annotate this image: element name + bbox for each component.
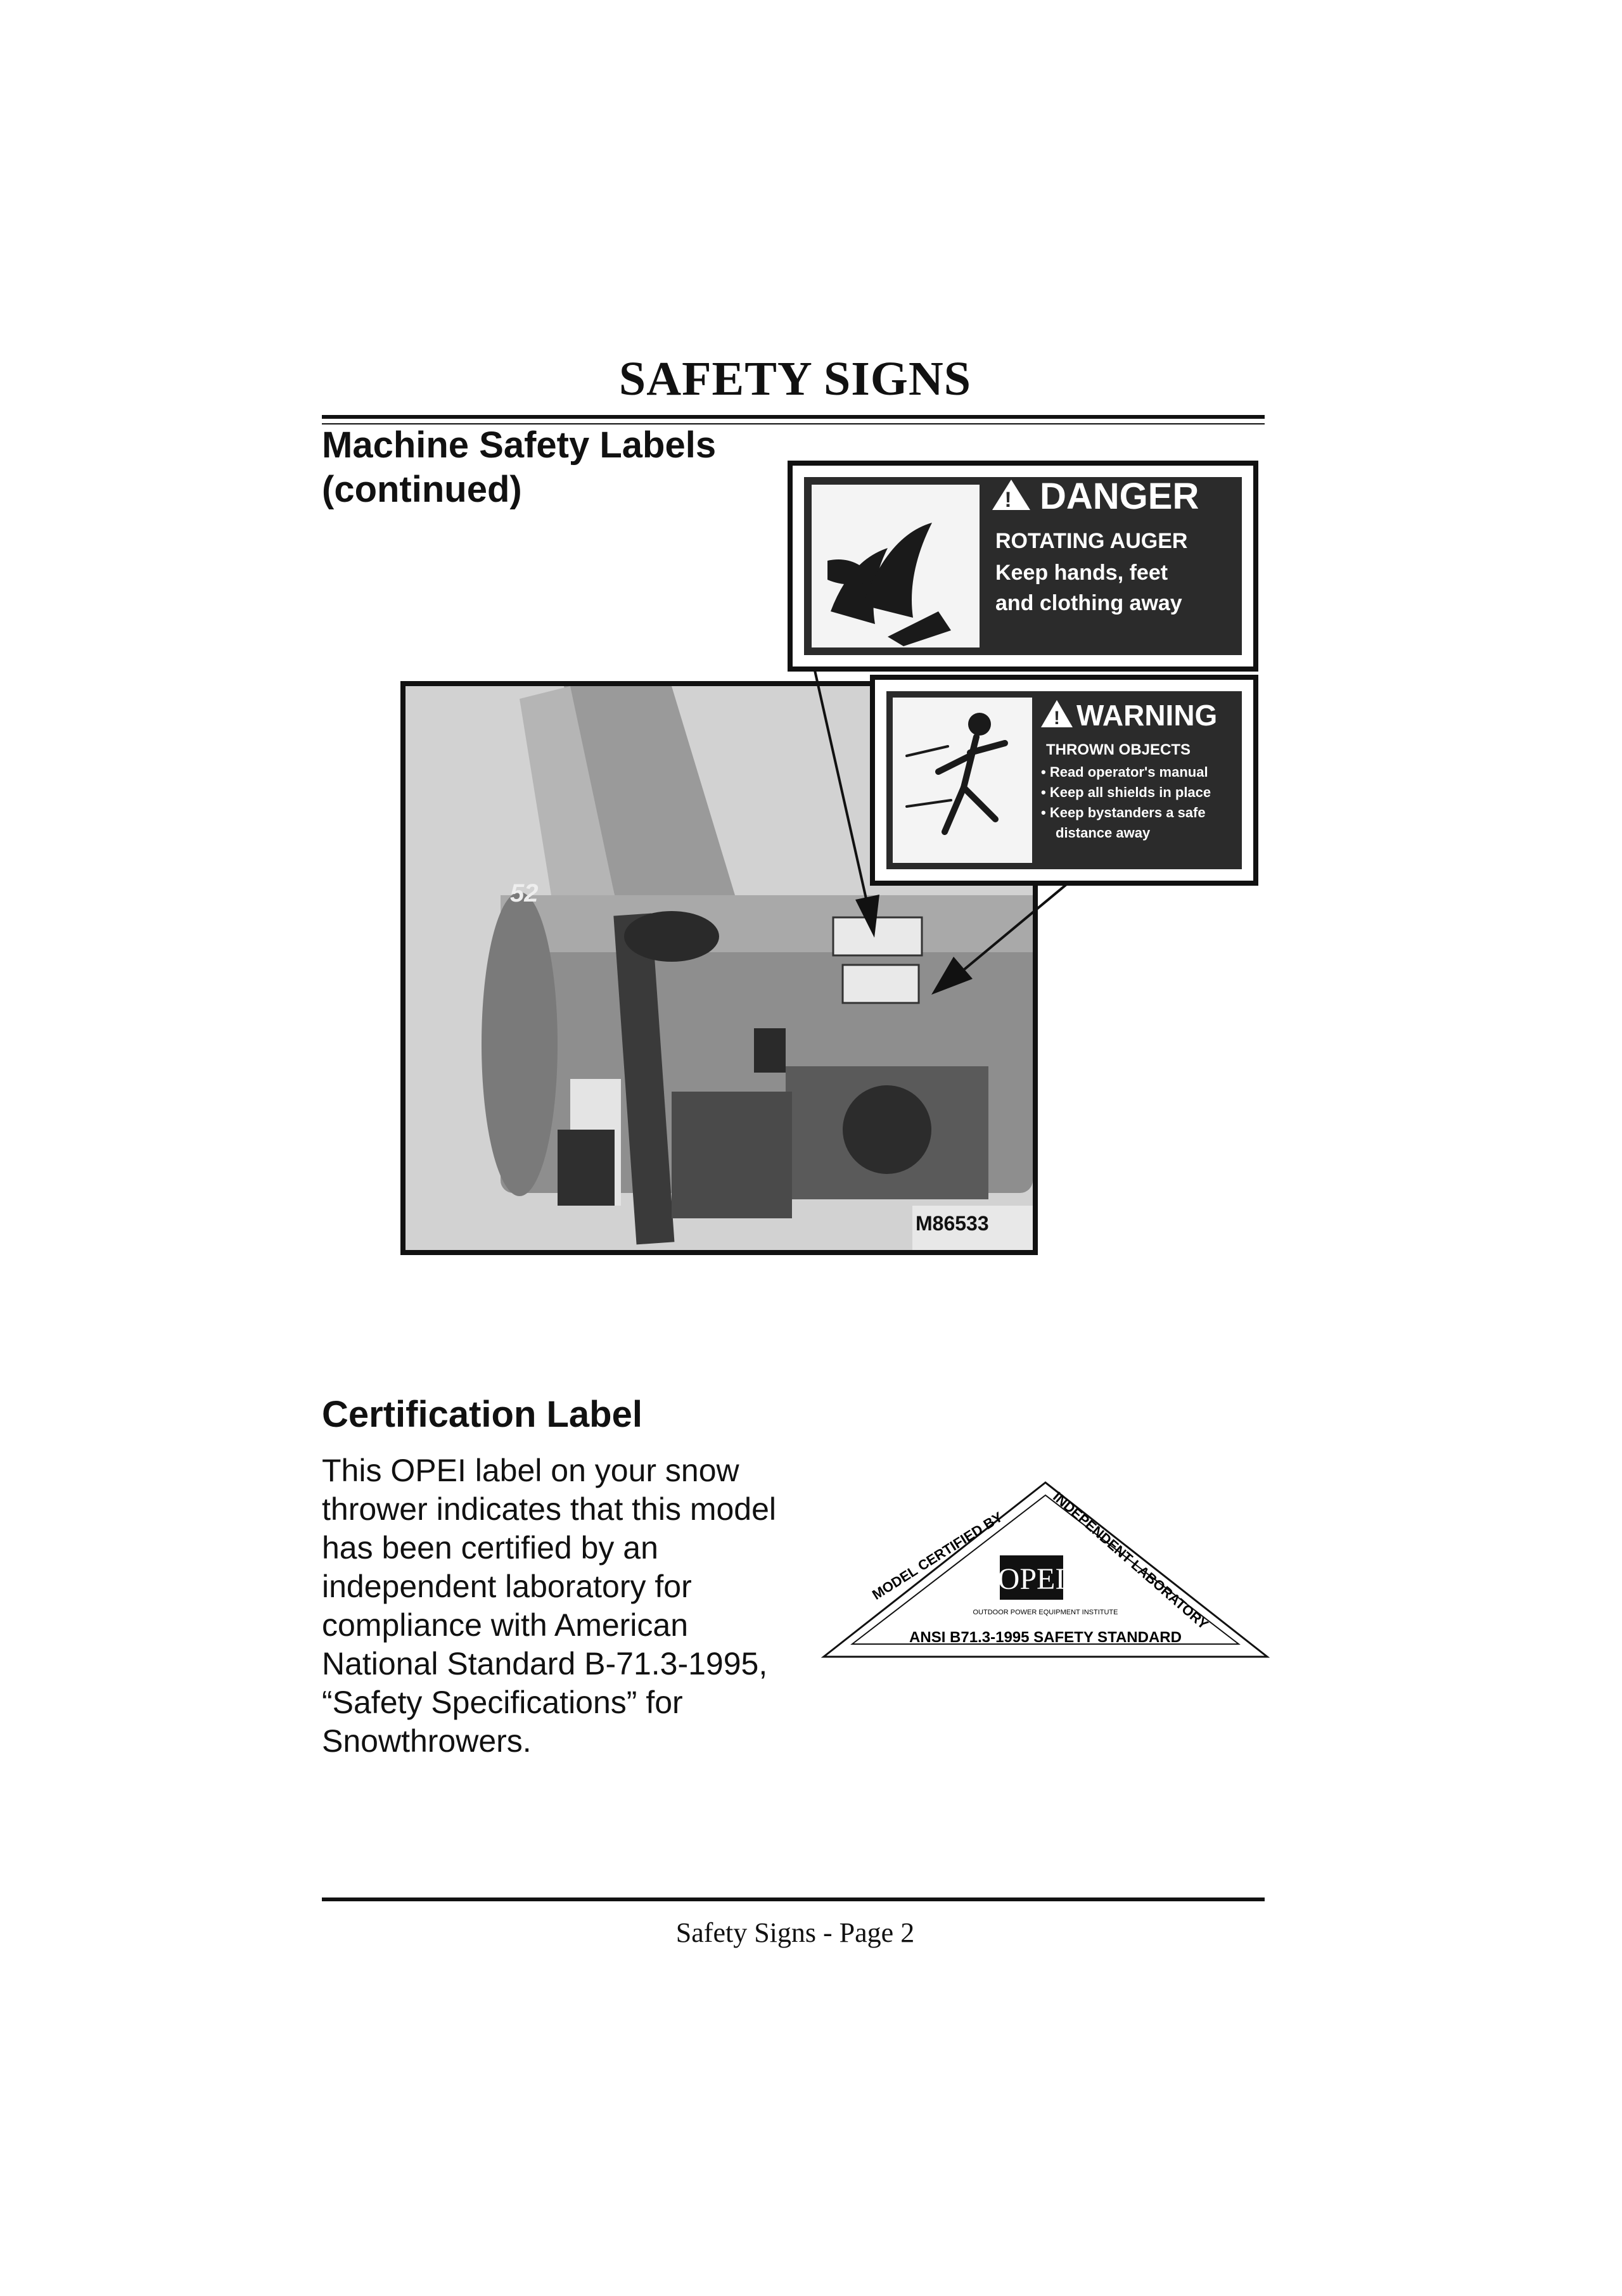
warning-label [870,675,1258,886]
warning-arrow-line [964,876,1077,969]
warning-bullet1: • Read operator's manual [1041,764,1208,780]
photo-code: M86533 [916,1212,989,1235]
warning-bullet3: • Keep bystanders a safe [1041,805,1206,820]
certification-body [322,1451,803,1761]
danger-arrow-head [855,895,879,938]
danger-line1: ROTATING AUGER [995,529,1188,553]
certification-line: Snowthrowers. [322,1723,532,1759]
svg-text:52: 52 [510,879,539,907]
opei-certification-badge [817,1476,1274,1673]
danger-label [788,461,1258,672]
danger-header: DANGER [1040,476,1199,517]
danger-arrow-line [813,662,867,902]
page-footer: Safety Signs - Page 2 [675,1917,915,1948]
warning-line1: THROWN OBJECTS [1046,741,1191,758]
machine-labels-heading-line1: Machine Safety Labels [322,424,717,466]
warning-bullet2: • Keep all shields in place [1041,784,1211,800]
badge-left-text: MODEL CERTIFIED BY [869,1508,1006,1603]
certification-line: compliance with American [322,1607,689,1643]
certification-line: independent laboratory for [322,1569,692,1604]
warning-arrow-head [931,957,973,995]
danger-line3: and clothing away [995,591,1182,615]
certification-line: thrower indicates that this model [322,1491,777,1527]
certification-line: “Safety Specifications” for [322,1685,683,1720]
svg-text:!: ! [1004,488,1012,512]
badge-standard: ANSI B71.3-1995 SAFETY STANDARD [909,1629,1182,1646]
footer-rule [322,1897,1265,1901]
certification-heading: Certification Label [322,1394,642,1435]
svg-text:!: ! [1054,708,1060,729]
machine-labels-heading-line2: (continued) [322,469,522,510]
certification-line: National Standard B-71.3-1995, [322,1646,768,1681]
opei-logo: OPEI [997,1562,1066,1596]
badge-org: OUTDOOR POWER EQUIPMENT INSTITUTE [973,1609,1118,1616]
badge-right-text: INDEPENDENT LABORATORY [1050,1488,1212,1633]
page-title: SAFETY SIGNS [618,352,972,405]
danger-line2: Keep hands, feet [995,561,1168,585]
certification-line: has been certified by an [322,1530,658,1566]
warning-header: WARNING [1076,699,1218,732]
warning-bullet4: distance away [1056,825,1151,841]
certification-line: This OPEI label on your snow [322,1453,739,1488]
